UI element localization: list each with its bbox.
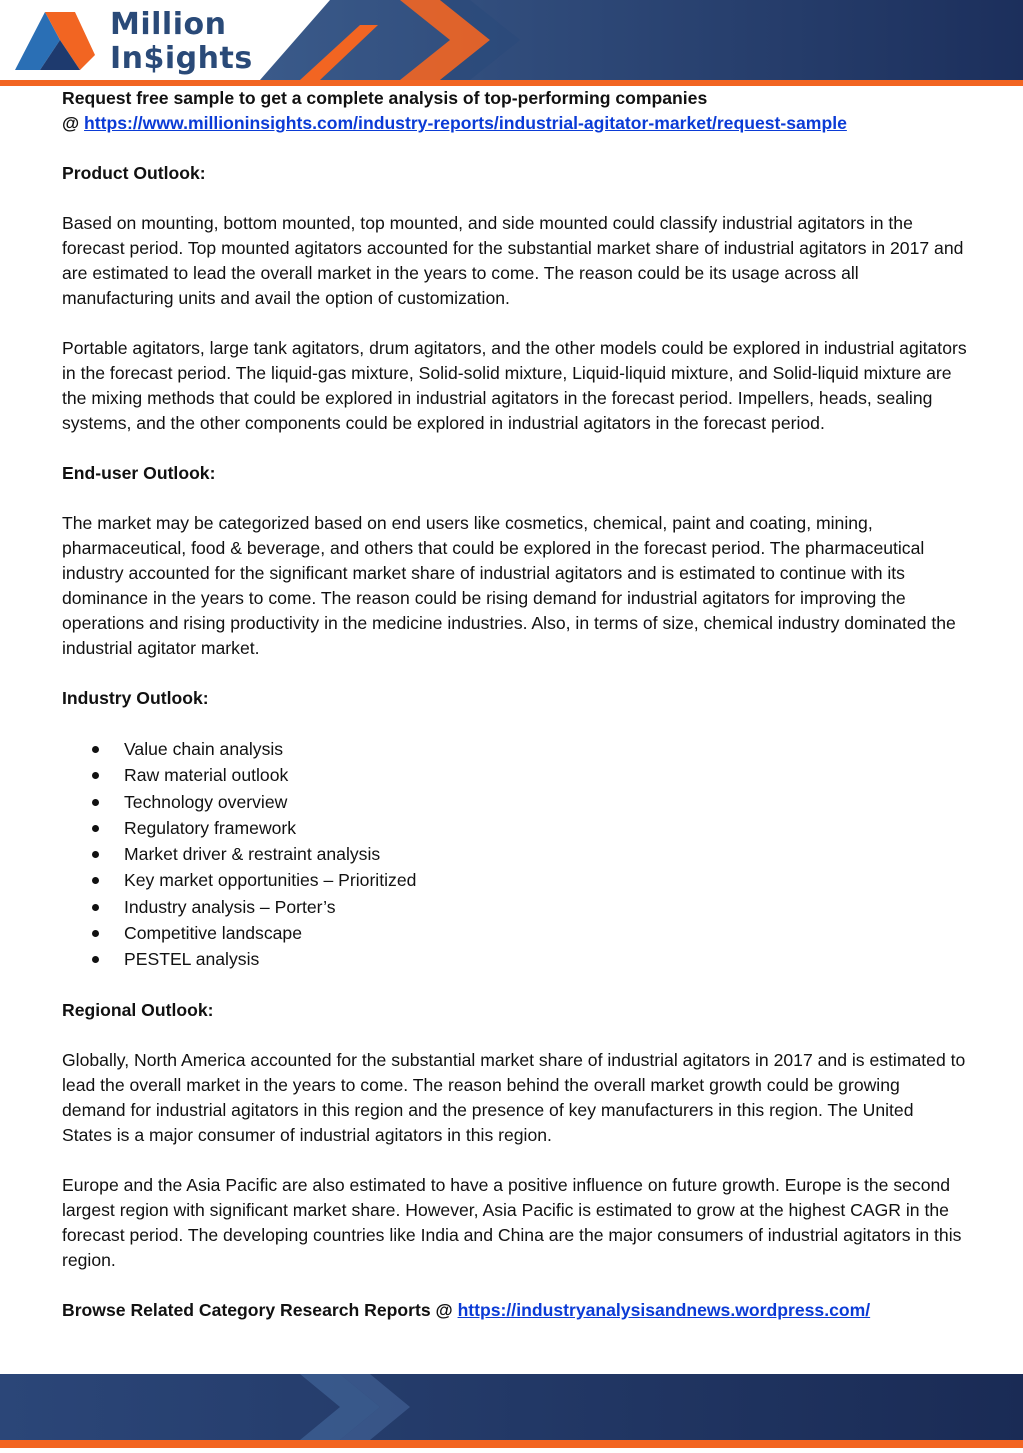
logo-text — [110, 8, 253, 76]
list-item: Industry analysis – Porter’s — [62, 894, 967, 920]
logo-line2: In$ights — [110, 41, 253, 76]
industry-outlook-list — [62, 736, 967, 973]
bullet-icon — [92, 877, 99, 884]
bullet-icon — [92, 930, 99, 937]
list-item: Market driver & restraint analysis — [62, 841, 967, 867]
bullet-icon — [92, 772, 99, 779]
list-item: Technology overview — [62, 789, 967, 815]
bullet-icon — [92, 799, 99, 806]
industry-outlook-heading: Industry Outlook: — [62, 688, 209, 708]
request-at: @ — [62, 113, 85, 133]
regional-outlook-heading: Regional Outlook: — [62, 999, 214, 1020]
browse-related-line — [62, 1298, 967, 1323]
list-item: Key market opportunities – Prioritized — [62, 867, 967, 893]
list-item: Value chain analysis — [62, 736, 967, 762]
request-sample-link[interactable]: https://www.millioninsights.com/industry-reports/industrial-agitator-market/request-sample — [84, 113, 847, 133]
browse-related-link[interactable]: https://industryanalysisandnews.wordpress.com/ — [457, 1299, 871, 1320]
bullet-icon — [92, 956, 99, 963]
product-outlook-paragraph-2: Portable agitators, large tank agitators, drum agitators, and the other models could be explored in industrial agitators in the forecast period. The liquid-gas mixture, Solid-solid mixture, Liquid-liquid mixture, and Solid-liquid mixture are the mixing methods that could be explored in industrial agitators in the forecast period. Impellers, heads, sealing systems, and the other components could be explored in industrial agitators in the forecast period. — [62, 338, 967, 433]
product-outlook-heading: Product Outlook: — [62, 163, 206, 183]
footer-banner — [0, 1374, 1023, 1448]
request-sample-text: Request free sample to get a complete analysis of top-performing companies — [62, 88, 708, 108]
document-body — [62, 86, 967, 1323]
request-sample-line — [62, 111, 967, 136]
footer-graphic — [0, 1374, 1023, 1448]
regional-outlook-paragraph-2: Europe and the Asia Pacific are also estimated to have a positive influence on future growth. Europe is the second largest region with significant market share. However, Asia Pacific is estimated to grow at the highest CAGR in the forecast period. The developing countries like India and China are the major consumers of industrial agitators in this region. — [62, 1174, 962, 1270]
enduser-outlook-heading: End-user Outlook: — [62, 463, 216, 483]
list-item: Competitive landscape — [62, 920, 967, 946]
enduser-outlook-paragraph: The market may be categorized based on end users like cosmetics, chemical, paint and coating, mining, pharmaceutical, food & beverage, and others that could be explored in the forecast period. The pharmaceutical industry accounted for the significant market share of industrial agitators and is estimated to continue with its dominance in the years to come. The reason could be rising demand for industrial agitators for improving the operations and rising productivity in the medicine industries. Also, in terms of size, chemical industry dominated the industrial agitator market. — [62, 513, 956, 658]
regional-outlook-paragraph-1: Globally, North America accounted for the substantial market share of industrial agitators in 2017 and is estimated to lead the overall market in the years to come. The reason behind the overall market growth could be growing demand for industrial agitators in this region and the presence of key manufacturers in this region. The United States is a major consumer of industrial agitators in this region. — [62, 1049, 966, 1145]
product-outlook-paragraph-1: Based on mounting, bottom mounted, top mounted, and side mounted could classify industrial agitators in the forecast period. Top mounted agitators accounted for the substantial market share of industrial agitators in 2017 and are estimated to lead the overall market in the years to come. The reason could be its usage across all manufacturing units and avail the option of customization. — [62, 213, 964, 308]
browse-label: Browse Related Category Research Reports @ — [62, 1299, 458, 1320]
list-item: Raw material outlook — [62, 762, 967, 788]
list-item: Regulatory framework — [62, 815, 967, 841]
header-banner — [0, 0, 1023, 88]
logo-line1: Million — [110, 7, 227, 42]
bullet-icon — [92, 904, 99, 911]
bullet-icon — [92, 851, 99, 858]
list-item: PESTEL analysis — [62, 946, 967, 972]
bullet-icon — [92, 746, 99, 753]
bullet-icon — [92, 825, 99, 832]
